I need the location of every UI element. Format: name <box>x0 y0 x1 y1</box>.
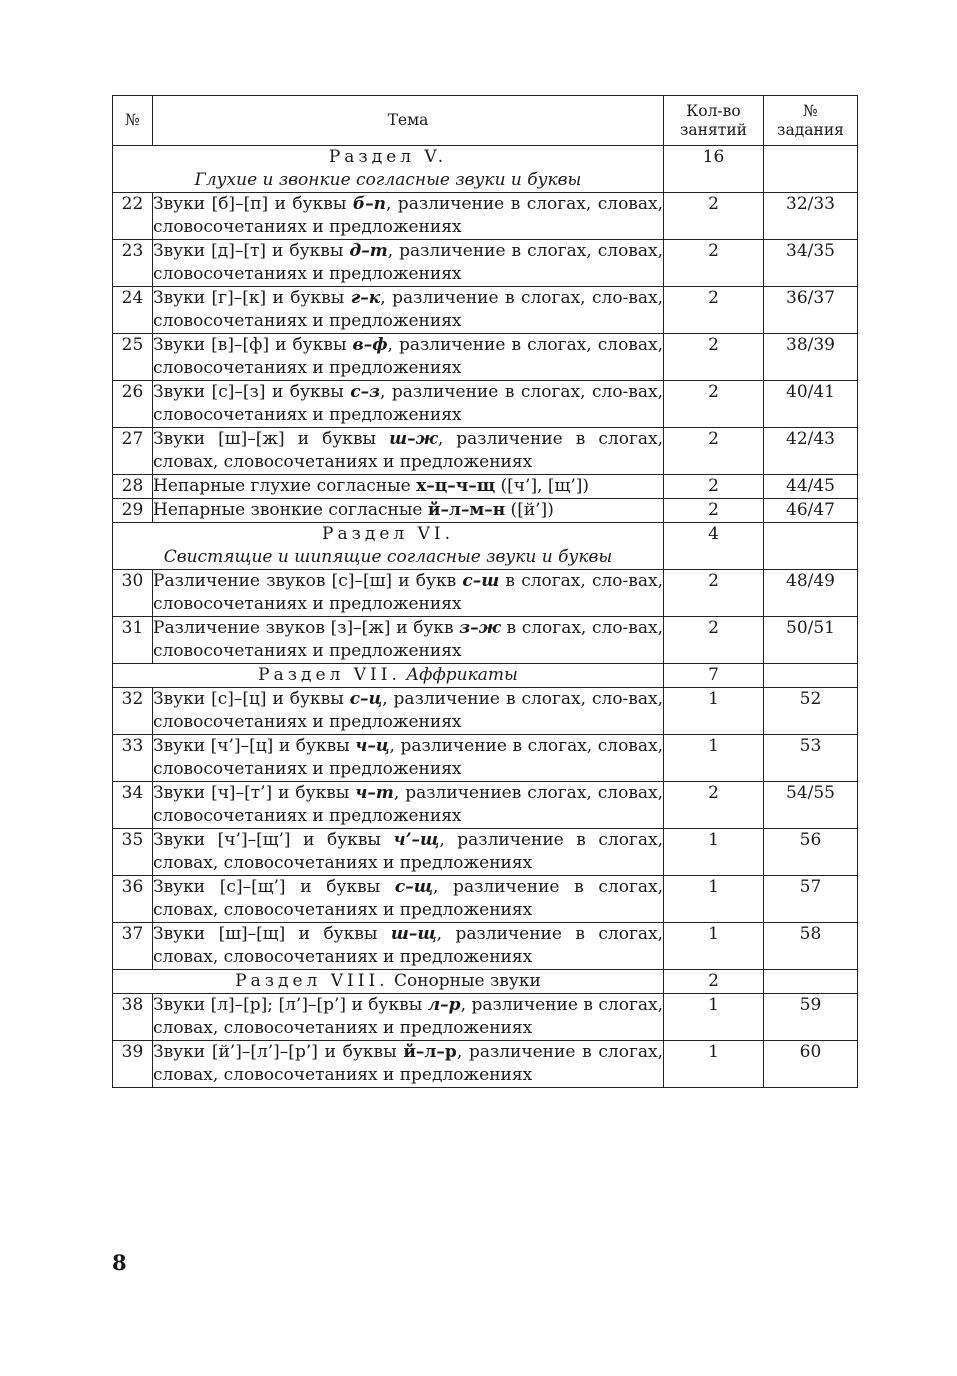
section-heading <box>113 523 664 570</box>
topic-text-end: , различение в слогах, словах, словосочетаниях и предложениях <box>153 877 663 920</box>
topic-text-end: ([ч’], [щ’]) <box>495 476 589 496</box>
section-row-7 <box>113 664 858 688</box>
section-title: Раздел VI. <box>322 524 454 544</box>
topic-text: Звуки [ш]–[щ] и буквы <box>153 924 391 944</box>
section-heading <box>113 664 664 688</box>
row-count: 2 <box>664 617 764 664</box>
row-number: 27 <box>113 428 153 475</box>
row-count: 1 <box>664 829 764 876</box>
row-count: 2 <box>664 240 764 287</box>
topic-text: Звуки [ч’]–[ц] и буквы <box>153 736 356 756</box>
row-count: 1 <box>664 876 764 923</box>
section-title: Раздел VII. <box>258 665 401 685</box>
topic-letters: с–ц <box>349 689 383 709</box>
topic-letters: ч–т <box>355 783 394 803</box>
topic-text: Звуки [д]–[т] и буквы <box>153 241 350 261</box>
row-topic <box>153 428 664 475</box>
row-number: 32 <box>113 688 153 735</box>
row-task: 34/35 <box>764 240 858 287</box>
row-number: 26 <box>113 381 153 428</box>
row-number: 25 <box>113 334 153 381</box>
row-number: 31 <box>113 617 153 664</box>
topic-text: Звуки [ч]–[т’] и буквы <box>153 783 356 803</box>
row-topic <box>153 499 664 523</box>
row-topic <box>153 381 664 428</box>
topic-text: Звуки [ч’]–[щ’] и буквы <box>153 830 394 850</box>
topic-letters: с–щ <box>394 877 433 897</box>
topic-text-end: , различение в слогах, словах, словосочетаниях и предложениях <box>153 241 663 284</box>
row-topic <box>153 1041 664 1088</box>
table-row <box>113 782 858 829</box>
topic-letters: л–р <box>427 995 461 1015</box>
table-row <box>113 287 858 334</box>
row-count: 1 <box>664 688 764 735</box>
row-topic <box>153 287 664 334</box>
section-heading <box>113 146 664 193</box>
row-topic <box>153 994 664 1041</box>
row-topic <box>153 923 664 970</box>
row-task: 59 <box>764 994 858 1041</box>
section-row-6 <box>113 523 858 570</box>
row-task: 53 <box>764 735 858 782</box>
topic-text-end: , различение в слогах, словах, словосочетаниях и предложениях <box>153 924 663 967</box>
topic-letters: ч–ц <box>355 736 390 756</box>
topic-text: Звуки [с]–[з] и буквы <box>153 382 351 402</box>
row-count: 1 <box>664 735 764 782</box>
header-task: № задания <box>764 96 858 146</box>
row-task: 52 <box>764 688 858 735</box>
row-task: 50/51 <box>764 617 858 664</box>
header-topic: Тема <box>153 96 664 146</box>
topic-text: Звуки [л]–[р]; [л’]–[р’] и буквы <box>153 995 428 1015</box>
row-count: 2 <box>664 499 764 523</box>
row-count: 2 <box>664 782 764 829</box>
row-task: 54/55 <box>764 782 858 829</box>
table-row <box>113 1041 858 1088</box>
row-topic <box>153 334 664 381</box>
topic-letters: б–п <box>352 194 386 214</box>
row-topic <box>153 688 664 735</box>
section-row-5 <box>113 146 858 193</box>
topic-letters: з–ж <box>459 618 501 638</box>
topic-text-end: , различение в слогах, словах, словосочетаниях и предложениях <box>153 1042 663 1085</box>
table-row <box>113 923 858 970</box>
table-row <box>113 381 858 428</box>
table-row <box>113 334 858 381</box>
table-row <box>113 428 858 475</box>
page-number: 8 <box>112 1250 127 1275</box>
topic-letters: д–т <box>349 241 388 261</box>
header-num: № <box>113 96 153 146</box>
topic-text: Непарные глухие согласные <box>153 476 417 496</box>
row-count: 2 <box>664 475 764 499</box>
section-count: 4 <box>664 523 764 570</box>
row-topic <box>153 475 664 499</box>
topic-text: Звуки [с]–[ц] и буквы <box>153 689 350 709</box>
row-task: 60 <box>764 1041 858 1088</box>
topic-text-end: , различение в слогах, словах, словосочетаниях и предложениях <box>153 736 664 779</box>
row-topic <box>153 193 664 240</box>
row-task: 48/49 <box>764 570 858 617</box>
table-row <box>113 876 858 923</box>
section-heading <box>113 970 664 994</box>
section-row-8 <box>113 970 858 994</box>
topic-letters: ш–ж <box>389 429 438 449</box>
topic-text-end: , различение в слогах, словах, словосочетаниях и предложениях <box>153 995 663 1038</box>
topic-text: Различение звуков [з]–[ж] и букв <box>153 618 460 638</box>
topic-letters: й–л–р <box>403 1042 457 1062</box>
row-task: 32/33 <box>764 193 858 240</box>
topic-text: Звуки [б]–[п] и буквы <box>153 194 353 214</box>
section-title: Раздел V. <box>328 147 448 167</box>
table-row <box>113 735 858 782</box>
topic-letters: ч’–щ <box>393 830 440 850</box>
row-count: 1 <box>664 1041 764 1088</box>
table-row <box>113 475 858 499</box>
row-topic <box>153 240 664 287</box>
header-count: Кол-во занятий <box>664 96 764 146</box>
row-count: 2 <box>664 381 764 428</box>
table-row <box>113 570 858 617</box>
topic-text-end: , различение в слогах, словах, словосочетаниях и предложениях <box>153 194 664 237</box>
table-row <box>113 829 858 876</box>
topic-letters: г–к <box>350 288 381 308</box>
topic-letters: ш–щ <box>390 924 437 944</box>
topic-text: Непарные звонкие согласные <box>153 500 428 520</box>
row-count: 2 <box>664 334 764 381</box>
row-count: 1 <box>664 923 764 970</box>
row-count: 2 <box>664 287 764 334</box>
topic-letters: в–ф <box>352 335 388 355</box>
row-number: 28 <box>113 475 153 499</box>
row-number: 38 <box>113 994 153 1041</box>
topic-text: Звуки [й’]–[л’]–[р’] и буквы <box>153 1042 404 1062</box>
row-task: 36/37 <box>764 287 858 334</box>
section-subtitle: Аффрикаты <box>406 665 518 685</box>
topic-text-end: , различениев слогах, словах, словосочетаниях и предложениях <box>153 783 664 826</box>
topic-text-end: , различение в слогах, словах, словосочетаниях и предложениях <box>153 335 663 378</box>
row-count: 2 <box>664 570 764 617</box>
row-task: 56 <box>764 829 858 876</box>
section-count: 7 <box>664 664 764 688</box>
topic-text: Различение звуков [с]–[ш] и букв <box>153 571 463 591</box>
section-count: 16 <box>664 146 764 193</box>
row-task: 44/45 <box>764 475 858 499</box>
row-number: 35 <box>113 829 153 876</box>
topic-text-end: , различение в слогах, сло-вах, словосочетаниях и предложениях <box>153 288 663 331</box>
row-number: 37 <box>113 923 153 970</box>
row-topic <box>153 782 664 829</box>
row-task: 57 <box>764 876 858 923</box>
topic-text-end: , различение в слогах, сло-вах, словосочетаниях и предложениях <box>153 382 663 425</box>
topic-text-end: в слогах, сло-вах, словосочетаниях и предложениях <box>153 571 663 614</box>
row-task: 40/41 <box>764 381 858 428</box>
topic-text-end: ([й’]) <box>505 500 554 520</box>
row-topic <box>153 876 664 923</box>
row-number: 30 <box>113 570 153 617</box>
table-row <box>113 617 858 664</box>
row-number: 39 <box>113 1041 153 1088</box>
section-count: 2 <box>664 970 764 994</box>
row-number: 36 <box>113 876 153 923</box>
row-task: 38/39 <box>764 334 858 381</box>
row-number: 23 <box>113 240 153 287</box>
row-count: 2 <box>664 193 764 240</box>
topic-text: Звуки [с]–[щ’] и буквы <box>153 877 395 897</box>
topic-text-end: , различение в слогах, сло-вах, словосочетаниях и предложениях <box>153 689 663 732</box>
lesson-plan-table <box>112 95 858 1088</box>
row-number: 29 <box>113 499 153 523</box>
row-count: 2 <box>664 428 764 475</box>
row-number: 22 <box>113 193 153 240</box>
topic-letters: с–ш <box>462 571 500 591</box>
row-number: 33 <box>113 735 153 782</box>
row-count: 1 <box>664 994 764 1041</box>
topic-letters: й–л–м–н <box>427 500 506 520</box>
row-number: 24 <box>113 287 153 334</box>
topic-text-end: в слогах, сло-вах, словосочетаниях и предложениях <box>153 618 663 661</box>
table-row <box>113 994 858 1041</box>
section-subtitle: Сонорные звуки <box>393 971 541 991</box>
topic-text: Звуки [ш]–[ж] и буквы <box>153 429 390 449</box>
table-row <box>113 193 858 240</box>
row-task: 46/47 <box>764 499 858 523</box>
topic-text: Звуки [г]–[к] и буквы <box>153 288 351 308</box>
row-task: 42/43 <box>764 428 858 475</box>
row-task: 58 <box>764 923 858 970</box>
table-row <box>113 688 858 735</box>
row-topic <box>153 829 664 876</box>
topic-text: Звуки [в]–[ф] и буквы <box>153 335 353 355</box>
topic-text-end: , различение в слогах, словах, словосочетаниях и предложениях <box>153 830 663 873</box>
section-title: Раздел VIII. <box>235 971 389 991</box>
topic-text-end: , различение в слогах, словах, словосочетаниях и предложениях <box>153 429 663 472</box>
topic-letters: х–ц–ч–щ <box>416 476 496 496</box>
section-subtitle: Свистящие и шипящие согласные звуки и буквы <box>163 547 613 567</box>
table-header-row <box>113 96 858 146</box>
table-row <box>113 240 858 287</box>
topic-letters: с–з <box>350 382 380 402</box>
row-topic <box>153 735 664 782</box>
row-topic <box>153 570 664 617</box>
section-subtitle: Глухие и звонкие согласные звуки и буквы <box>194 170 582 190</box>
table-row <box>113 499 858 523</box>
row-topic <box>153 617 664 664</box>
row-number: 34 <box>113 782 153 829</box>
